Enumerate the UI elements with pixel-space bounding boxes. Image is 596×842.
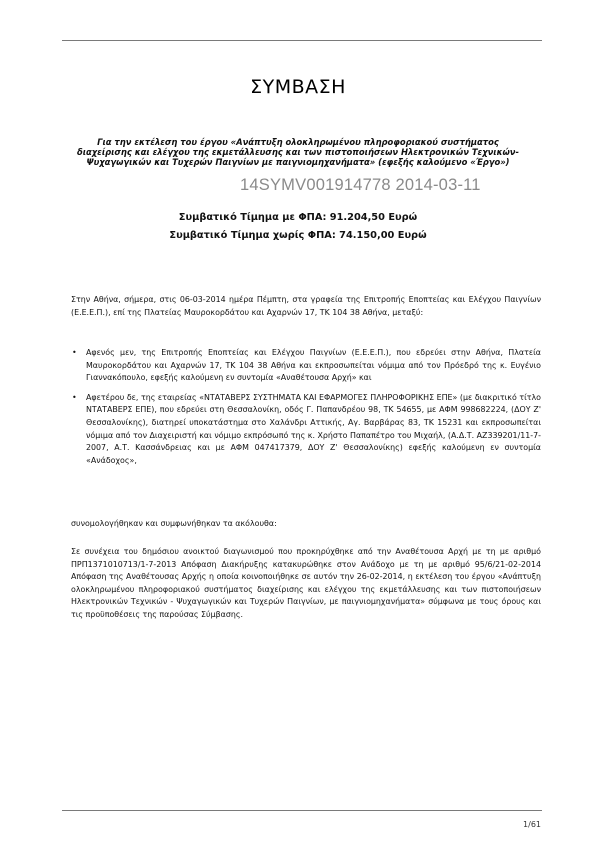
price-with-vat: Συμβατικό Τίμημα με ΦΠΑ: 91.204,50 Ευρώ (178, 212, 418, 223)
parties-list (71, 347, 541, 474)
party-contractor: Αφετέρου δε, της εταιρείας «ΝΤΑΤΑΒΕΡΣ ΣΥΣΤΗΜΑΤΑ ΚΑΙ ΕΦΑΡΜΟΓΕΣ ΠΛΗΡΟΦΟΡΙΚΗΣ ΕΠΕ» (με διακριτικό τίτλο ΝΤΑΤΑΒΕΡΣ ΕΠΕ), που εδρεύει στη Θεσσαλονίκη, οδός Γ. Παπανδρέου 98, ΤΚ 54655, με ΑΦΜ 998682224, (ΔΟΥ Ζ' Θεσσαλονίκης), διατηρεί υποκατάστημα στο Χαλάνδρι Αττικής, Αγ. Βαρβάρας 83, ΤΚ 15231 και εκπροσωπείται νόμιμα από τον Διαχειριστή και νόμιμο εκπρόσωπό της κ. Χρήστο Παπαπέτρο του Μιχαήλ, (Α.Δ.Τ. ΑΖ339201/11-7-2007, Α.Τ. Κασσάνδρειας και με ΑΦΜ 047417379, ΔΟΥ Ζ' Θεσσαλονίκης) εφεξής καλούμενη εν συντομία «Ανάδοχος», (86, 392, 541, 465)
body-paragraph: Σε συνέχεια του δημόσιου ανοικτού διαγωνισμού που προκηρύχθηκε από την Αναθέτουσα Αρχή με τη με αριθμό ΠΡΠ1371010713/1-7-2013 Απόφαση Διακήρυξης κατακυρώθηκε στον Ανάδοχο με τη με αριθμό 95/6/21-02-2014 Απόφαση της Αναθέτουσας Αρχής η οποία κοινοποιήθηκε σε αυτόν την 26-02-2014, η εκτέλεση του έργου «Ανάπτυξη ολοκληρωμένου πληροφοριακού συστήματος διαχείρισης και ελέγχου της εκμετάλλευσης και των πιστοποιήσεων Ηλεκτρονικών Τεχνικών - Ψυχαγωγικών και Τυχερών Παιγνίων, με παιγνιομηχανήματα» σύμφωνα με τους όρους και τις προϋποθέσεις της παρούσας Σύμβασης. (71, 547, 541, 619)
agreement-line: συνομολογήθηκαν και συμφωνήθηκαν τα ακόλουθα: (71, 519, 277, 528)
price-without-vat: Συμβατικό Τίμημα χωρίς ΦΠΑ: 74.150,00 Ευρώ (169, 230, 427, 241)
document-subtitle (50, 137, 546, 167)
party-contracting-authority: Αφενός μεν, της Επιτροπής Εποπτείας και Ελέγχου Παιγνίων (Ε.Ε.Ε.Π.), που εδρεύει στην Αθήνα, Πλατεία Μαυροκορδάτου και Αχαρνών 17, ΤΚ 104 38 Αθήνα και εκπροσωπείται νόμιμα από τον Πρόεδρό της κ. Ευγένιο Γιαννακόπουλο, εφεξής καλούμενη εν συντομία «Αναθέτουσα Αρχή» και (86, 348, 541, 383)
bullet-icon: • (72, 392, 77, 402)
subtitle-line: διαχείρισης και ελέγχου της εκμετάλλευσης και των πιστοποιήσεων Ηλεκτρονικών Τεχνικών- (77, 147, 519, 157)
registry-stamp: 14SYMV001914778 2014-03-11 (240, 176, 481, 194)
bullet-icon: • (72, 348, 77, 357)
document-title: ΣΥΜΒΑΣΗ (250, 76, 346, 98)
page-number: 1/61 (523, 820, 541, 829)
footer-rule (62, 810, 542, 811)
header-rule (62, 40, 542, 41)
list-item (71, 347, 541, 385)
intro-paragraph: Στην Αθήνα, σήμερα, στις 06-03-2014 ημέρα Πέμπτη, στα γραφεία της Επιτροπής Εποπτείας και Ελέγχου Παιγνίων (Ε.Ε.Ε.Π.), επί της Πλατείας Μαυροκορδάτου και Αχαρνών 17, ΤΚ 104 38 Αθήνα, μεταξύ: (71, 295, 541, 317)
list-item (71, 392, 541, 468)
subtitle-line: Για την εκτέλεση του έργου «Ανάπτυξη ολοκληρωμένου πληροφοριακού συστήματος (97, 137, 499, 147)
subtitle-line: Ψυχαγωγικών και Τυχερών Παιγνίων με παιγνιομηχανήματα» (εφεξής καλούμενο «Έργο») (86, 157, 510, 167)
